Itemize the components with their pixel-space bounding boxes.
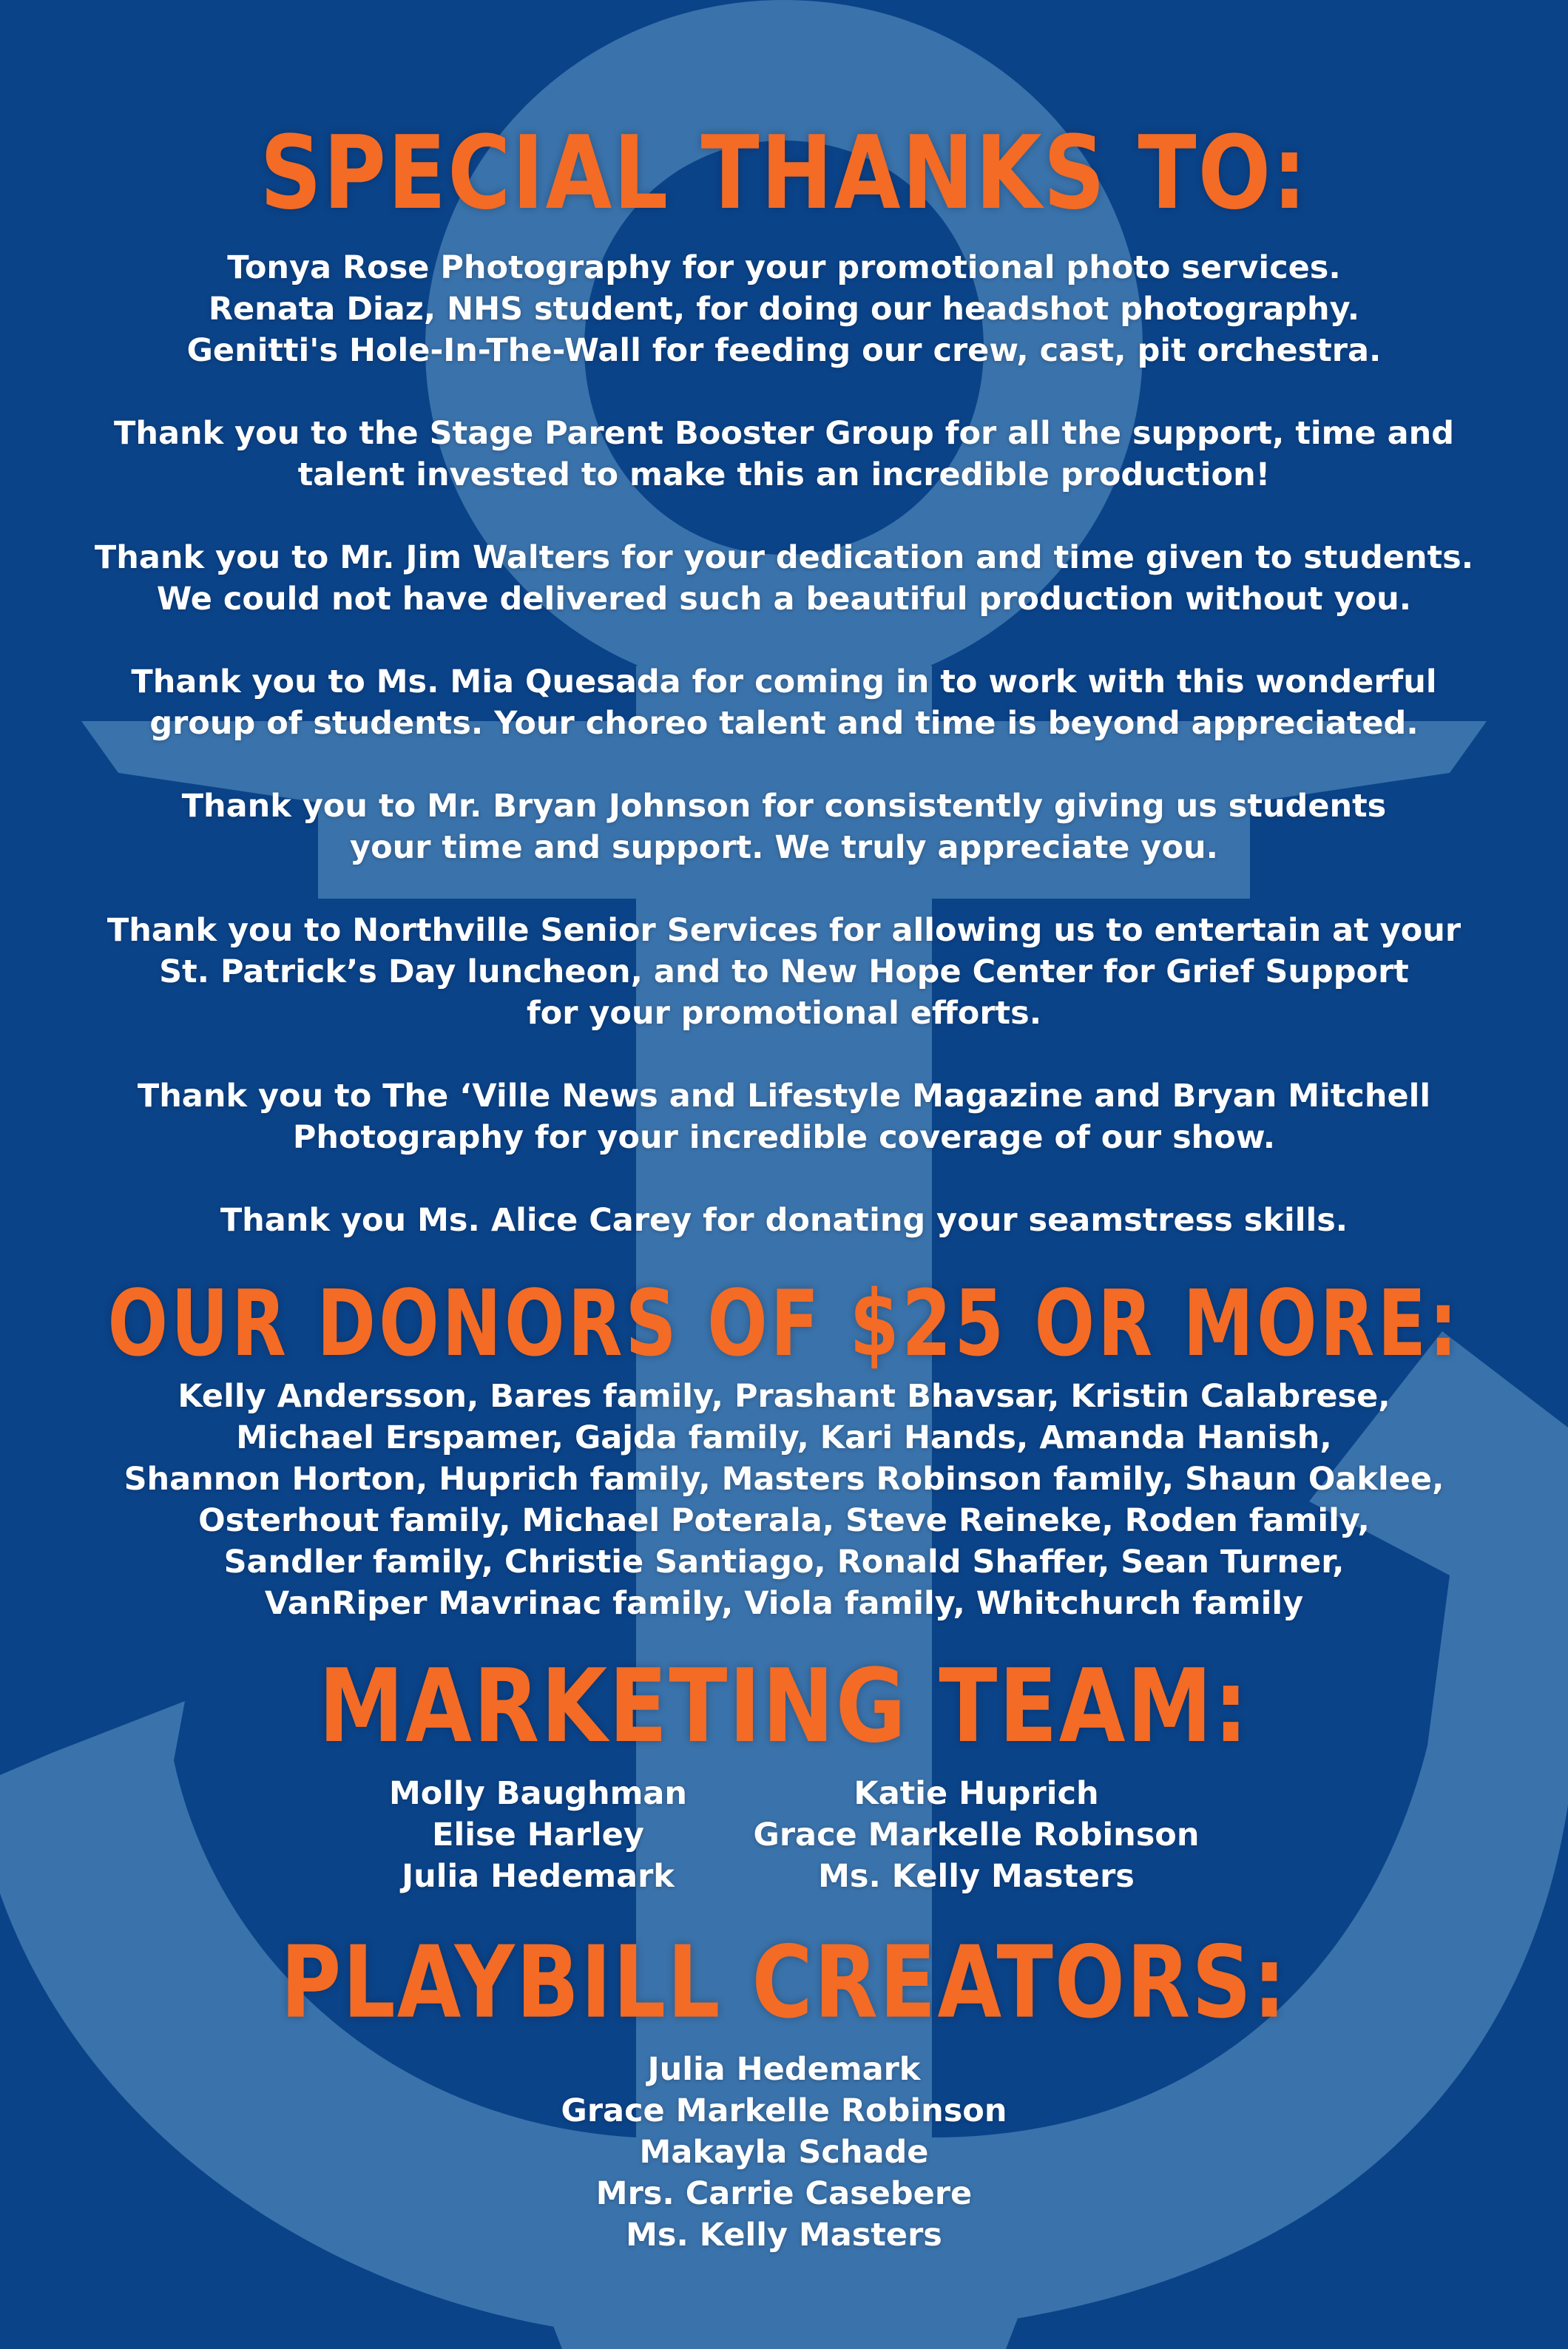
marketing-team-list xyxy=(340,1773,1228,1897)
thanks-line: your time and support. We truly appreciate you. xyxy=(350,829,1218,866)
thanks-line: group of students. Your choreo talent and time is beyond appreciated. xyxy=(149,705,1419,742)
special-thanks-heading: SPECIAL THANKS TO: xyxy=(260,114,1308,233)
team-member: Grace Markelle Robinson xyxy=(753,1816,1200,1853)
donors-list xyxy=(0,1376,1568,1624)
team-member: Elise Harley xyxy=(432,1816,644,1853)
thanks-spacer xyxy=(0,496,1568,537)
special-thanks-text xyxy=(0,247,1568,1241)
donors-line: Michael Erspamer, Gajda family, Kari Hands, Amanda Hanish, xyxy=(236,1419,1332,1456)
playbill-creators-heading: PLAYBILL CREATORS: xyxy=(280,1925,1288,2041)
thanks-line: Photography for your incredible coverage of our show. xyxy=(292,1119,1276,1156)
thanks-line: Renata Diaz, NHS student, for doing our headshot photography. xyxy=(208,291,1360,328)
thanks-line: Thank you to Mr. Bryan Johnson for consistently giving us students xyxy=(181,788,1387,825)
thanks-spacer xyxy=(0,744,1568,785)
donors-line: Shannon Horton, Huprich family, Masters Robinson family, Shaun Oaklee, xyxy=(124,1461,1444,1498)
thanks-line: Thank you Ms. Alice Carey for donating your seamstress skills. xyxy=(220,1202,1348,1239)
thanks-spacer xyxy=(0,1158,1568,1200)
thanks-line: We could not have delivered such a beautiful production without you. xyxy=(156,581,1412,618)
thanks-spacer xyxy=(0,371,1568,413)
thanks-line: Thank you to Mr. Jim Walters for your dedication and time given to students. xyxy=(94,539,1474,576)
thanks-line: Thank you to The ‘Ville News and Lifestyle Magazine and Bryan Mitchell xyxy=(137,1078,1431,1115)
creator-name: Mrs. Carrie Casebere xyxy=(595,2175,973,2212)
playbill-creators-list xyxy=(0,2049,1568,2256)
marketing-team-heading: MARKETING TEAM: xyxy=(318,1647,1250,1766)
team-member: Ms. Kelly Masters xyxy=(818,1858,1135,1895)
thanks-line: Thank you to Ms. Mia Quesada for coming in to work with this wonderful xyxy=(131,663,1437,700)
donors-line: Kelly Andersson, Bares family, Prashant Bhavsar, Kristin Calabrese, xyxy=(178,1378,1390,1415)
team-member: Julia Hedemark xyxy=(402,1858,675,1895)
thanks-line: talent invested to make this an incredible production! xyxy=(297,456,1271,493)
thanks-line: St. Patrick’s Day luncheon, and to New Hope Center for Grief Support xyxy=(159,953,1409,990)
marketing-team-left-column xyxy=(340,1773,725,1897)
donors-line: Sandler family, Christie Santiago, Ronald Shaffer, Sean Turner, xyxy=(223,1544,1345,1581)
creator-name: Ms. Kelly Masters xyxy=(626,2217,942,2254)
donors-line: VanRiper Mavrinac family, Viola family, Whitchurch family xyxy=(264,1585,1304,1622)
thanks-line: for your promotional efforts. xyxy=(526,995,1042,1032)
marketing-team-right-column xyxy=(725,1773,1228,1897)
creator-name: Grace Markelle Robinson xyxy=(561,2092,1007,2129)
creator-name: Julia Hedemark xyxy=(647,2051,921,2088)
thanks-line: Thank you to Northville Senior Services for allowing us to entertain at your xyxy=(107,912,1461,949)
creator-name: Makayla Schade xyxy=(639,2134,929,2171)
donors-line: Osterhout family, Michael Poterala, Steve Reineke, Roden family, xyxy=(198,1502,1370,1539)
thanks-spacer xyxy=(0,620,1568,661)
team-member: Katie Huprich xyxy=(854,1775,1099,1812)
thanks-line: Thank you to the Stage Parent Booster Group for all the support, time and xyxy=(114,415,1454,452)
thanks-line: Tonya Rose Photography for your promotional photo services. xyxy=(227,249,1341,286)
thanks-spacer xyxy=(0,868,1568,910)
thanks-line: Genitti's Hole-In-The-Wall for feeding our crew, cast, pit orchestra. xyxy=(186,332,1382,369)
donors-heading: OUR DONORS OF $25 OR MORE: xyxy=(107,1271,1461,1377)
team-member: Molly Baughman xyxy=(388,1775,688,1812)
thanks-spacer xyxy=(0,1034,1568,1075)
